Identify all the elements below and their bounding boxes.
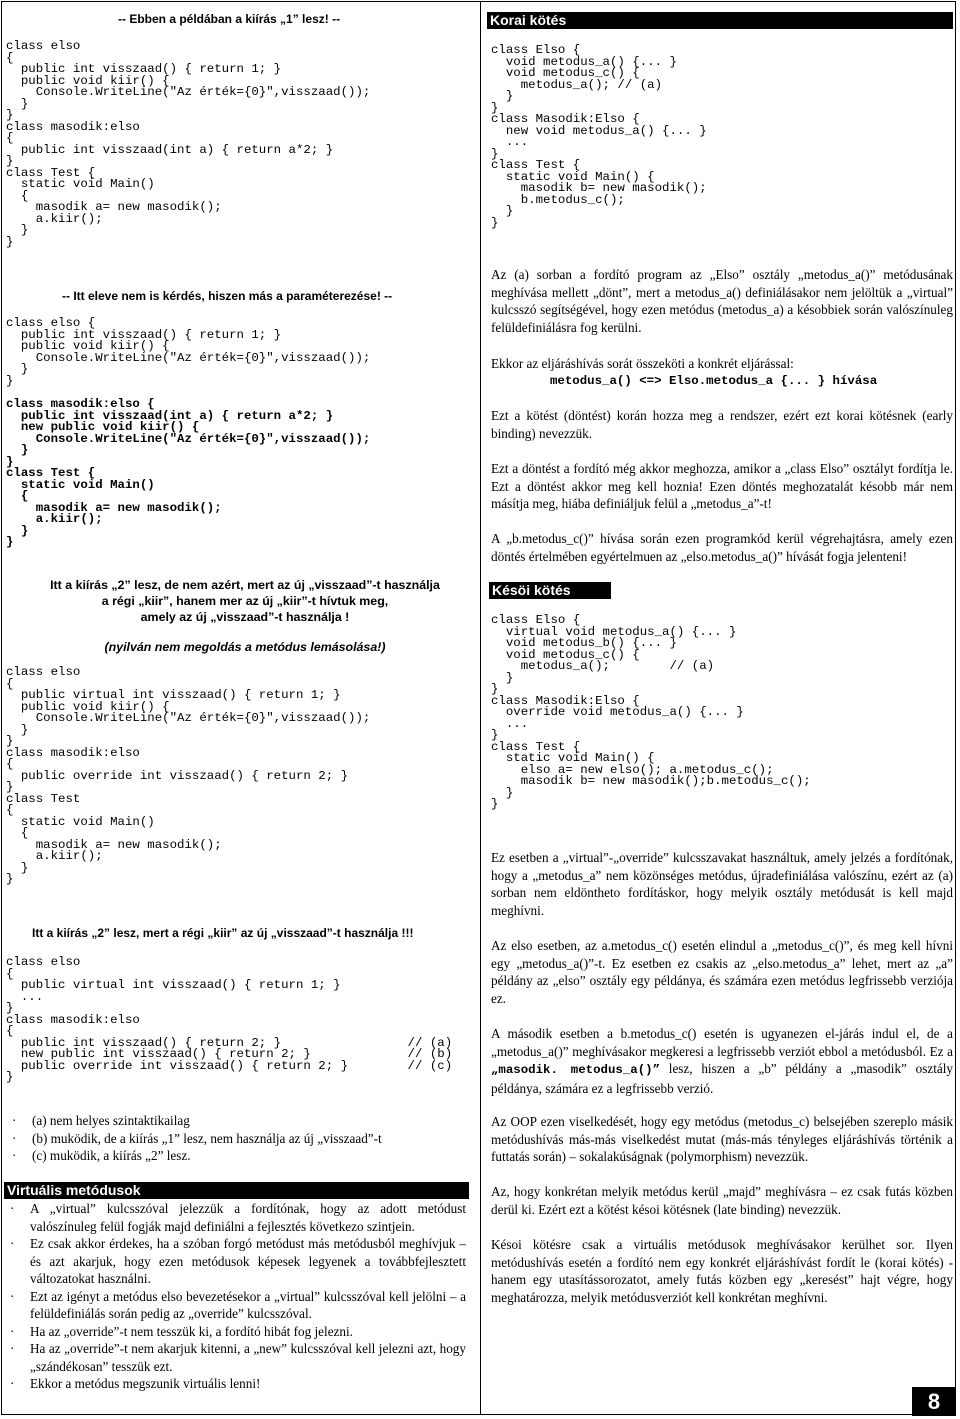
- para-6: Ez esetben a „virtual”-„override” kulcsszavakat használtuk, amely jelzés a fordítónak, hogy a „metodus_a” nem közönséges metódus, újradefiniálása valószínu, ezért az (a) sorban nem eldöntheto fordításkor, hogy melyik osztály metódusát is kell majd meghívni.: [491, 850, 953, 918]
- note-kiir-2: Itt a kiírás „2” lesz, de nem azért, mert az új „visszaad”-t használja a régi „kiir”, hanem mer az új „kiir”-t hívtuk meg, amely az új „visszaad”-t használja !: [50, 578, 440, 624]
- list-item: · A „virtual” kulcsszóval jelezzük a fordítónak, hogy az adott metódust valószínuleg felül fogják majd definiálni a fejlesztés következo szintjein.: [4, 1200, 466, 1235]
- code-block-kesoi: class Elso { virtual void metodus_a() {... } void metodus_b() {... } void metodus_c() { metodus_a(); // (a) } } class Masodik:Elso { override void metodus_a() {... } ... } class Test { static void Main() { elso a= new elso(); a.metodus_c(); masodik b= new masodik();b.metodus_c(); } }: [491, 613, 811, 811]
- para-2-code: metodus_a() <=> Elso.metodus_a {... } hívása: [550, 374, 878, 388]
- page-number: 8: [912, 1387, 956, 1416]
- para-3: Ezt a kötést (döntést) korán hozza meg a rendszer, ezért ezt korai kötésnek (early binding) nevezzük.: [491, 408, 953, 441]
- para-8: [491, 1025, 953, 1097]
- para-9: Az OOP ezen viselkedését, hogy egy metódus (metodus_c) belsejében szereplo másik metódushívás más-más viselkedést mutat (más-más tényleges eljáráshívás történik a futtatás során) – sokalakúságnak (polymorphism) nevezzük.: [491, 1114, 953, 1164]
- code-block-4: class elso { public virtual int visszaad() { return 1; } public void kiir() { Console.WriteLine("Az érték={0}",visszaad()); } } class masodik:elso { public override int visszaad() { return 2; } } class Test { static void Main() { masodik a= new masodik(); a.kiir(); } }: [6, 665, 371, 886]
- para-8-code: „masodik. metodus_a()”: [491, 1063, 661, 1077]
- list-item: · (c) muködik, a kiírás „2” lesz.: [6, 1147, 466, 1165]
- heading-example-1: -- Ebben a példában a kiírás „1” lesz! --: [118, 12, 341, 26]
- list-item: · Ez csak akkor érdekes, ha a szóban forgó metódust más metódusból meghívjuk – és azt akarjuk, hogy ezen metódusok képesek legyenek a továbbfejlesztett változatokat használni.: [4, 1235, 466, 1288]
- list-item: · Ha az „override”-t nem akarjuk kitenni, a „new” kulcsszóval kell jelezni azt, hogy „szándékosan” tesszük ezt.: [4, 1340, 466, 1375]
- para-4: Ezt a döntést a fordító még akkor meghozza, amikor a „class Elso” osztályt fordítja le. Ezt a döntést akkor meg kell hoznia! Ezen döntés meghozatalát késobb már nem másítja meg, hiába definiáljuk felül a „metodus_a”-t!: [491, 461, 953, 511]
- heading-example-2: -- Itt eleve nem is kérdés, hiszen más a paraméterezése! --: [62, 289, 393, 303]
- list-item: · (b) muködik, de a kiírás „1” lesz, nem használja az új „visszaad”-t: [6, 1130, 466, 1148]
- para-2: Ekkor az eljáráshívás sorát összeköti a konkrét eljárással:: [491, 356, 794, 371]
- abc-list: [6, 1112, 466, 1165]
- code-block-3: class masodik:elso { public int visszaad(int a) { return a*2; } new public void kiir() { Console.WriteLine("Az érték={0}",visszaad()); } } class Test { static void Main() { masodik a= new masodik(); a.kiir(); } }: [6, 397, 371, 549]
- code-block-korai: class Elso { void metodus_a() {... } void metodus_c() { metodus_a(); // (a) } } class Masodik:Elso { new void metodus_a() {... } ... } class Test { static void Main() { masodik b= new masodik(); b.metodus_c(); } }: [491, 43, 707, 230]
- code-block-1: class elso { public int visszaad() { return 1; } public void kiir() { Console.WriteLine("Az érték={0}",visszaad()); } } class masodik:elso { public int visszaad(int a) { return a*2; } } class Test { static void Main() { masodik a= new masodik(); a.kiir(); } }: [6, 39, 371, 249]
- list-item: · Ezt az igényt a metódus elso bevezetésekor a „virtual” kulcsszóval kell jelölni – a felüldefiniálás során pedig az „override” kulcsszóval.: [4, 1288, 466, 1323]
- para-5: A „b.metodus_c()” hívása során ezen programkód kerül végrehajtásra, amely ezen döntés értelmében egyértelmuen az „elso.metodus_a()” hívását fogja jelenteni!: [491, 531, 953, 564]
- para-10: Az, hogy konkrétan melyik metódus kerül „majd” meghívásra – ez csak futás közben derül ki. Ezért ezt a kötést késoi kötésnek (late binding) nevezzük.: [491, 1184, 953, 1217]
- column-divider: [480, 1, 481, 1415]
- list-item: · (a) nem helyes szintaktikailag: [6, 1112, 466, 1130]
- section-title-kesoi: Késöi kötés: [489, 582, 611, 599]
- virtual-list: [4, 1200, 466, 1393]
- code-block-2: class elso { public int visszaad() { return 1; } public void kiir() { Console.WriteLine("Az érték={0}",visszaad()); } }: [6, 316, 371, 388]
- para-11: Késoi kötésre csak a virtuális metódusok meghívásakor kerülhet sor. Ilyen metódushívás esetén a fordító nem egy konkrét eljáráshívást fordít le (korai kötés) - hanem egy utasítássorozatot, amely futás közben egy „keresést” hajt végre, hogy meghatározza, melyik metódusverziót kell konkrétan meghívni.: [491, 1237, 953, 1305]
- para-1: Az (a) sorban a fordító program az „Elso” osztály „metodus_a()” metódusának meghívása mellett „dönt”, mert a metodus_a() definiálásakor nem jelöltük a „virtual” kulcsszó segítségével, hogy ezen metódus (metodus_a) a késobbiek során valószínuleg felüldefiniálásra fog kerülni.: [491, 267, 953, 335]
- para-8-text-b: lesz, hiszen a „b” példány a „masodik” osztály példánya, számára ez a legfrissebb verzió.: [491, 1061, 953, 1096]
- section-title-virtualis: Virtuális metódusok: [4, 1182, 469, 1199]
- section-title-korai: Korai kötés: [487, 12, 953, 29]
- code-block-5: class elso { public virtual int visszaad() { return 1; } ... } class masodik:elso { public int visszaad() { return 2; } // (a) new public int visszaad() { return 2; } // (b) public override int visszaad() { return 2; } // (c) }: [6, 955, 453, 1084]
- note-nyilvan: (nyilván nem megoldás a metódus lemásolása!): [104, 640, 386, 654]
- para-8-text-a: A második esetben a b.metodus_c() esetén is ugyanezen el-járás indul el, de a „metodus_a()” meghívásakor megkeresi a legfrissebb verziót ebbol a metódusból. Ez a: [491, 1026, 953, 1059]
- list-item: · Ekkor a metódus megszunik virtuális lenni!: [4, 1375, 466, 1393]
- para-7: Az elso esetben, az a.metodus_c() esetén elindul a „metodus_c()”, és meg kell hívni egy „metodus_a()”-t. Ez esetben ez csakis az „elso.metodus_a” lehet, mert az „a” példány az „elso” osztály egy példánya, és számára ezen metódus legfrissebb verziója ez.: [491, 938, 953, 1006]
- list-item: · Ha az „override”-t nem tesszük ki, a fordító hibát fog jelezni.: [4, 1323, 466, 1341]
- heading-kiir-2-mert: Itt a kiírás „2” lesz, mert a régi „kiir” az új „visszaad”-t használja !!!: [32, 926, 414, 940]
